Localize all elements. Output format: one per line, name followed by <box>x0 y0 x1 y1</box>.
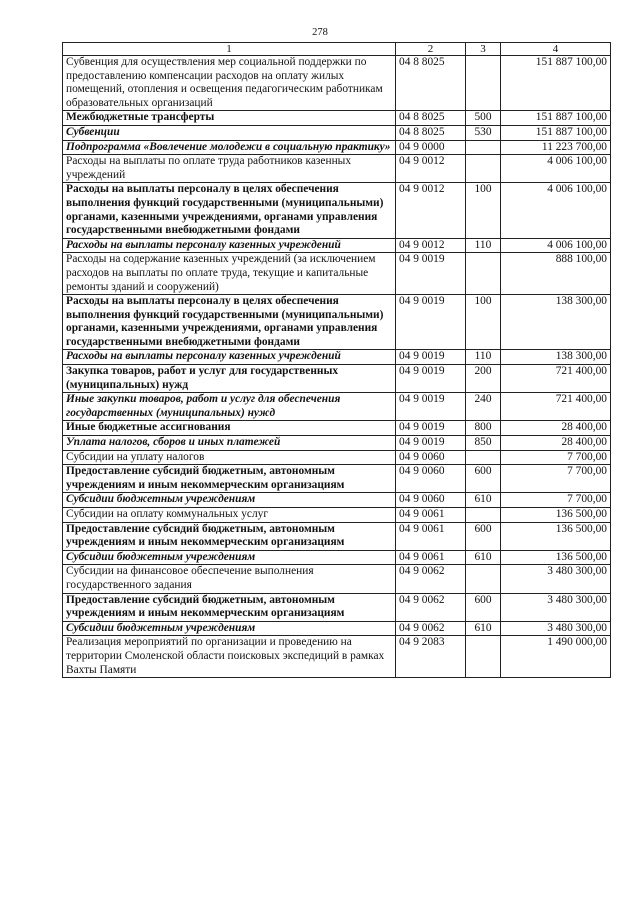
table-row <box>63 253 611 295</box>
row-type-cell: 500 <box>466 111 501 126</box>
row-code-cell: 04 9 0060 <box>396 450 466 465</box>
row-amount-cell: 138 300,00 <box>501 295 611 350</box>
row-type-cell: 110 <box>466 238 501 253</box>
row-name-cell: Иные бюджетные ассигнования <box>63 421 396 436</box>
table-row <box>63 350 611 365</box>
row-name-cell: Субсидии на оплату коммунальных услуг <box>63 508 396 523</box>
row-name-cell: Предоставление субсидий бюджетным, автономным учреждениям и иным некоммерческим организациям <box>63 522 396 550</box>
table-row <box>63 522 611 550</box>
row-type-cell: 240 <box>466 393 501 421</box>
row-name-cell: Расходы на выплаты персоналу казенных учреждений <box>63 350 396 365</box>
row-code-cell: 04 8 8025 <box>396 111 466 126</box>
table-row <box>63 493 611 508</box>
row-type-cell <box>466 56 501 111</box>
row-code-cell: 04 9 0019 <box>396 421 466 436</box>
row-name-cell: Субсидии бюджетным учреждениям <box>63 493 396 508</box>
row-code-cell: 04 9 0019 <box>396 350 466 365</box>
column-header-row <box>63 43 611 56</box>
row-name-cell: Расходы на выплаты персоналу казенных учреждений <box>63 238 396 253</box>
row-amount-cell: 888 100,00 <box>501 253 611 295</box>
row-amount-cell: 138 300,00 <box>501 350 611 365</box>
row-amount-cell: 4 006 100,00 <box>501 183 611 238</box>
table-row <box>63 140 611 155</box>
row-name-cell: Субсидии на уплату налогов <box>63 450 396 465</box>
table-row <box>63 155 611 183</box>
row-amount-cell: 721 400,00 <box>501 365 611 393</box>
row-code-cell: 04 9 0061 <box>396 550 466 565</box>
row-amount-cell: 1 490 000,00 <box>501 636 611 678</box>
row-name-cell: Расходы на выплаты персоналу в целях обеспечения выполнения функций государственными (муниципальными) органами, казенными учреждениями, органами управления государственными внебюджетными фондами <box>63 183 396 238</box>
row-type-cell: 800 <box>466 421 501 436</box>
row-amount-cell: 136 500,00 <box>501 508 611 523</box>
row-type-cell: 610 <box>466 621 501 636</box>
table-row <box>63 508 611 523</box>
row-code-cell: 04 9 0062 <box>396 565 466 593</box>
row-amount-cell: 721 400,00 <box>501 393 611 421</box>
row-name-cell: Иные закупки товаров, работ и услуг для обеспечения государственных (муниципальных) нужд <box>63 393 396 421</box>
row-type-cell: 610 <box>466 493 501 508</box>
table-row <box>63 125 611 140</box>
table-row <box>63 183 611 238</box>
row-name-cell: Подпрограмма «Вовлечение молодежи в социальную практику» <box>63 140 396 155</box>
row-code-cell: 04 9 0000 <box>396 140 466 155</box>
column-header-4: 4 <box>501 43 611 56</box>
row-name-cell: Уплата налогов, сборов и иных платежей <box>63 436 396 451</box>
row-name-cell: Субвенция для осуществления мер социальной поддержки по предоставлению компенсации расходов на оплату жилых помещений, отопления и освещения педагогическим работникам образовательных организаций <box>63 56 396 111</box>
row-code-cell: 04 9 0061 <box>396 508 466 523</box>
row-amount-cell: 3 480 300,00 <box>501 565 611 593</box>
table-row <box>63 465 611 493</box>
row-type-cell: 100 <box>466 183 501 238</box>
row-type-cell <box>466 450 501 465</box>
row-type-cell: 200 <box>466 365 501 393</box>
row-code-cell: 04 9 0012 <box>396 238 466 253</box>
table-row <box>63 295 611 350</box>
table-row <box>63 421 611 436</box>
row-type-cell <box>466 253 501 295</box>
row-code-cell: 04 9 0062 <box>396 621 466 636</box>
row-type-cell <box>466 565 501 593</box>
row-amount-cell: 136 500,00 <box>501 550 611 565</box>
row-code-cell: 04 8 8025 <box>396 125 466 140</box>
row-type-cell: 600 <box>466 593 501 621</box>
row-type-cell: 530 <box>466 125 501 140</box>
column-header-1: 1 <box>63 43 396 56</box>
row-name-cell: Реализация мероприятий по организации и проведению на территории Смоленской области поисковых экспедиций в рамках Вахты Памяти <box>63 636 396 678</box>
row-code-cell: 04 8 8025 <box>396 56 466 111</box>
table-row <box>63 393 611 421</box>
column-header-3: 3 <box>466 43 501 56</box>
row-amount-cell: 11 223 700,00 <box>501 140 611 155</box>
page-number: 278 <box>312 27 328 38</box>
row-code-cell: 04 9 0061 <box>396 522 466 550</box>
row-amount-cell: 4 006 100,00 <box>501 155 611 183</box>
row-type-cell: 610 <box>466 550 501 565</box>
row-name-cell: Субсидии на финансовое обеспечение выполнения государственного задания <box>63 565 396 593</box>
row-amount-cell: 7 700,00 <box>501 493 611 508</box>
table-row <box>63 621 611 636</box>
row-type-cell <box>466 140 501 155</box>
table-row <box>63 550 611 565</box>
row-code-cell: 04 9 0012 <box>396 155 466 183</box>
table-row <box>63 365 611 393</box>
row-type-cell: 100 <box>466 295 501 350</box>
budget-table-body <box>63 43 611 678</box>
row-code-cell: 04 9 0019 <box>396 365 466 393</box>
row-amount-cell: 4 006 100,00 <box>501 238 611 253</box>
row-amount-cell: 7 700,00 <box>501 465 611 493</box>
row-code-cell: 04 9 2083 <box>396 636 466 678</box>
column-header-2: 2 <box>396 43 466 56</box>
row-type-cell: 110 <box>466 350 501 365</box>
row-amount-cell: 3 480 300,00 <box>501 621 611 636</box>
row-amount-cell: 151 887 100,00 <box>501 125 611 140</box>
row-code-cell: 04 9 0019 <box>396 436 466 451</box>
row-name-cell: Субсидии бюджетным учреждениям <box>63 621 396 636</box>
row-code-cell: 04 9 0019 <box>396 295 466 350</box>
row-amount-cell: 28 400,00 <box>501 421 611 436</box>
table-row <box>63 593 611 621</box>
row-code-cell: 04 9 0019 <box>396 253 466 295</box>
row-name-cell: Расходы на содержание казенных учреждений (за исключением расходов на выплаты по оплате труда, текущие и капитальные ремонты зданий и сооружений) <box>63 253 396 295</box>
row-name-cell: Межбюджетные трансферты <box>63 111 396 126</box>
table-row <box>63 436 611 451</box>
row-amount-cell: 3 480 300,00 <box>501 593 611 621</box>
row-name-cell: Расходы на выплаты по оплате труда работников казенных учреждений <box>63 155 396 183</box>
table-row <box>63 238 611 253</box>
row-name-cell: Предоставление субсидий бюджетным, автономным учреждениям и иным некоммерческим организациям <box>63 593 396 621</box>
row-code-cell: 04 9 0060 <box>396 465 466 493</box>
row-name-cell: Закупка товаров, работ и услуг для государственных (муниципальных) нужд <box>63 365 396 393</box>
row-name-cell: Предоставление субсидий бюджетным, автономным учреждениям и иным некоммерческим организациям <box>63 465 396 493</box>
table-row <box>63 111 611 126</box>
row-type-cell <box>466 508 501 523</box>
row-code-cell: 04 9 0019 <box>396 393 466 421</box>
row-amount-cell: 151 887 100,00 <box>501 56 611 111</box>
row-amount-cell: 28 400,00 <box>501 436 611 451</box>
row-code-cell: 04 9 0062 <box>396 593 466 621</box>
budget-table <box>62 42 611 678</box>
row-name-cell: Расходы на выплаты персоналу в целях обеспечения выполнения функций государственными (муниципальными) органами, казенными учреждениями, органами управления государственными внебюджетными фондами <box>63 295 396 350</box>
row-type-cell: 600 <box>466 522 501 550</box>
table-row <box>63 450 611 465</box>
row-type-cell <box>466 155 501 183</box>
row-amount-cell: 136 500,00 <box>501 522 611 550</box>
row-type-cell: 600 <box>466 465 501 493</box>
row-name-cell: Субсидии бюджетным учреждениям <box>63 550 396 565</box>
table-row <box>63 56 611 111</box>
row-code-cell: 04 9 0060 <box>396 493 466 508</box>
table-row <box>63 565 611 593</box>
row-type-cell: 850 <box>466 436 501 451</box>
row-name-cell: Субвенции <box>63 125 396 140</box>
row-amount-cell: 7 700,00 <box>501 450 611 465</box>
table-row <box>63 636 611 678</box>
row-type-cell <box>466 636 501 678</box>
row-amount-cell: 151 887 100,00 <box>501 111 611 126</box>
row-code-cell: 04 9 0012 <box>396 183 466 238</box>
